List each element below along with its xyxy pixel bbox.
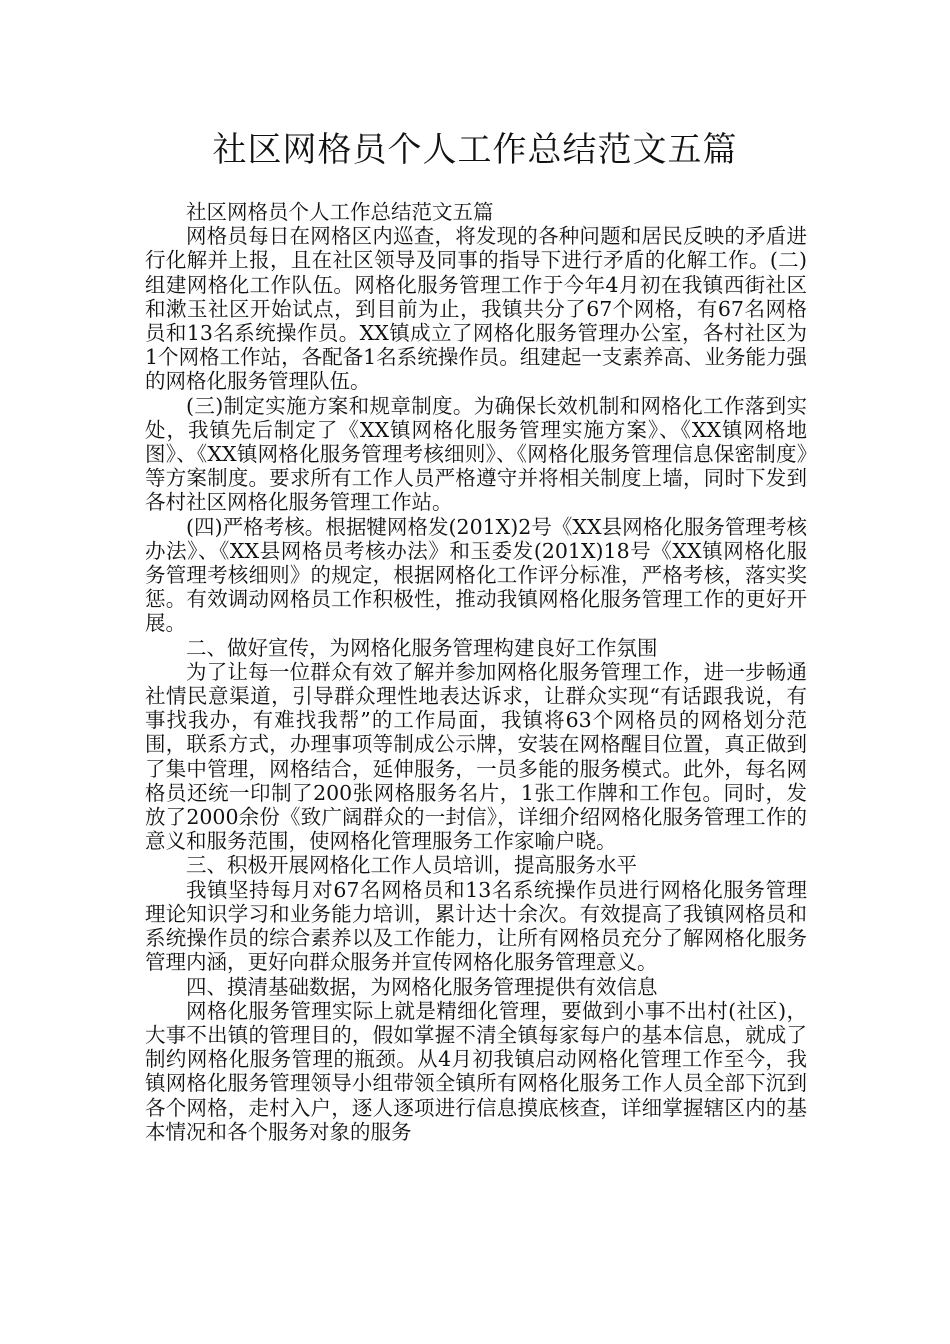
- section-heading: 三、积极开展网格化工作人员培训，提高服务水平: [186, 853, 637, 878]
- paragraph: 我镇坚持每月对67名网格员和13名系统操作员进行网格化服务管理理论知识学习和业务能力培训，累计达十余次。有效提高了我镇网格员和系统操作员的综合素养以及工作能力，让所有网格员充分了解网格化服务管理内涵，更好向群众服务并宣传网格化服务管理意义。: [145, 877, 807, 975]
- paragraph: 为了让每一位群众有效了解并参加网格化服务管理工作，进一步畅通社情民意渠道，引导群众理性地表达诉求，让群众实现“有话跟我说，有事找我办，有难找我帮”的工作局面，我镇将63个网格员的网格划分范围，联系方式，办理事项等制成公示牌，安装在网格醒目位置，真正做到了集中管理，网格结合，延伸服务，一员多能的服务模式。此外，每名网格员还统一印制了200张网格服务名片，1张工作牌和工作包。同时，发放了2000余份《致广阔群众的一封信》，详细介绍网格化服务管理工作的意义和服务范围，使网格化管理服务工作家喻户晓。: [145, 659, 807, 854]
- paragraph-subtitle: 社区网格员个人工作总结范文五篇: [186, 200, 494, 224]
- section-heading: 二、做好宣传，为网格化服务管理构建良好工作氛围: [186, 635, 658, 660]
- paragraph: 网格化服务管理实际上就是精细化管理，要做到小事不出村(社区)，大事不出镇的管理目的，假如掌握不清全镇每家每户的基本信息，就成了制约网格化服务管理的瓶颈。从4月初我镇启动网格化管理工作至今，我镇网格化服务管理领导小组带领全镇所有网格化服务工作人员全部下沉到各个网格，走村入户，逐人逐项进行信息摸底核查，详细掌握辖区内的基本情况和各个服务对象的服务: [145, 998, 807, 1144]
- document-title: 社区网格员个人工作总结范文五篇: [212, 130, 738, 170]
- paragraph: (三)制定实施方案和规章制度。为确保长效机制和网格化工作落到实处，我镇先后制定了《XX镇网格化服务管理实施方案》、《XX镇网格地图》、《XX镇网格化服务管理考核细则》、《网格化服务管理信息保密制度》等方案制度。要求所有工作人员严格遵守并将相关制度上墙，同时下发到各村社区网格化服务管理工作站。: [145, 393, 807, 515]
- paragraph: (四)严格考核。根据犍网格发(201X)2号《XX县网格化服务管理考核办法》、《XX县网格员考核办法》和玉委发(201X)18号《XX镇网格化服务管理考核细则》的规定，根据网格化工作评分标准，严格考核，落实奖惩。有效调动网格员工作积极性，推动我镇网格化服务管理工作的更好开展。: [145, 514, 807, 636]
- paragraph: 网格员每日在网格区内巡查，将发现的各种问题和居民反映的矛盾进行化解并上报，且在社区领导及同事的指导下进行矛盾的化解工作。(二)组建网格化工作队伍。网格化服务管理工作于今年4月初在我镇西街社区和漱玉社区开始试点，到目前为止，我镇共分了67个网格，有67名网格员和13名系统操作员。XX镇成立了网格化服务管理办公室，各村社区为1个网格工作站，各配备1名系统操作员。组建起一支素养高、业务能力强的网格化服务管理队伍。: [145, 224, 807, 394]
- section-heading: 四、摸清基础数据，为网格化服务管理提供有效信息: [186, 974, 658, 999]
- document-body: [145, 200, 807, 1144]
